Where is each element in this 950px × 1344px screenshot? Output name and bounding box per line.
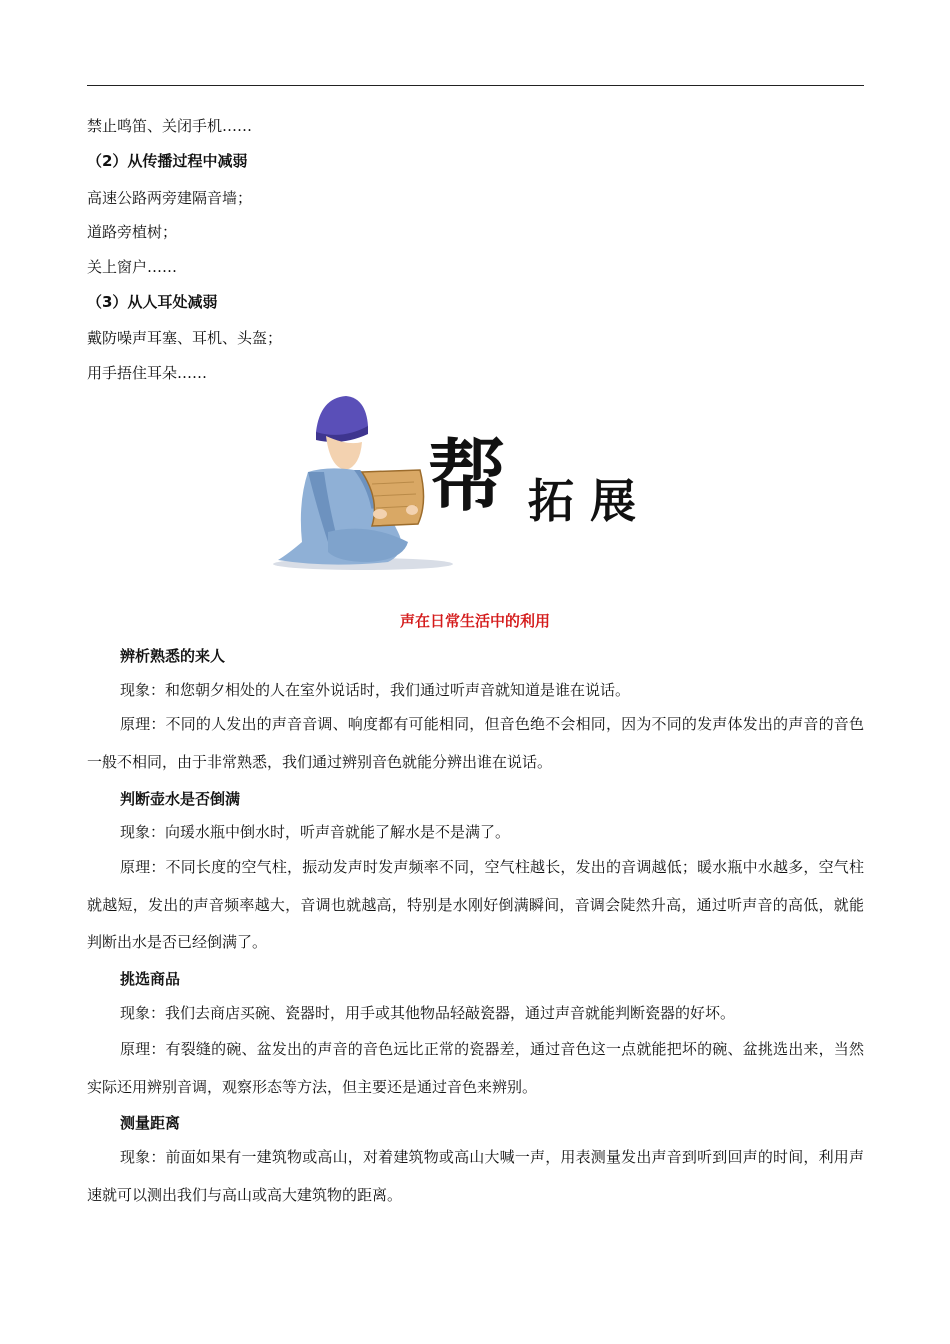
section-heading-4: 测量距离 — [120, 1114, 181, 1132]
list-line-7: 戴防噪声耳塞、耳机、头盔； — [87, 329, 283, 347]
section-1-phenomenon: 现象：和您朝夕相处的人在室外说话时，我们通过听声音就知道是谁在说话。 — [120, 681, 631, 699]
section-title: 声在日常生活中的利用 — [399, 612, 550, 630]
list-line-5: 关上窗户…… — [87, 258, 178, 276]
banner-char-bang: 帮 — [428, 431, 507, 522]
section-3-phenomenon: 现象：我们去商店买碗、瓷器时，用手或其他物品轻敲瓷器，通过声音就能判断瓷器的好坏。 — [120, 1004, 736, 1022]
subheading-propagation: （2）从传播过程中减弱 — [87, 152, 248, 170]
section-heading-1: 辨析熟悉的来人 — [120, 647, 226, 665]
section-1-principle: 原理：不同的人发出的声音音调、响度都有可能相同，但音色绝不会相同，因为不同的发声体发出的声音的音色一般不相同，由于非常熟悉，我们通过辨别音色就能分辨出谁在说话。 — [87, 715, 864, 771]
list-line-4: 道路旁植树； — [87, 223, 178, 241]
section-2-principle: 原理：不同长度的空气柱，振动发声时发声频率不同，空气柱越长，发出的音调越低；暖水瓶中水越多，空气柱就越短，发出的声音频率越大，音调也就越高，特别是水刚好倒满瞬间，音调会陡然升高，通过听声音的高低，就能判断出水是否已经倒满了。 — [87, 858, 864, 951]
banner-char-zhan: 展 — [590, 474, 636, 528]
header-rule — [87, 85, 864, 86]
list-line-1: 禁止鸣笛、关闭手机…… — [87, 117, 253, 135]
section-heading-2: 判断壶水是否倒满 — [120, 790, 241, 808]
section-4-phenomenon: 现象：前面如果有一建筑物或高山，对着建筑物或高山大喊一声，用表测量发出声音到听到回声的时间，利用声速就可以测出我们与高山或高大建筑物的距离。 — [87, 1148, 864, 1204]
section-heading-3: 挑选商品 — [120, 970, 181, 988]
list-line-8: 用手捂住耳朵…… — [87, 364, 208, 382]
section-3-principle: 原理：有裂缝的碗、盆发出的声音的音色远比正常的瓷器差，通过音色这一点就能把坏的碗、盆挑选出来，当然实际还用辨别音调，观察形态等方法，但主要还是通过音色来辨别。 — [87, 1040, 864, 1096]
banner-char-tuo: 拓 — [528, 474, 574, 528]
list-line-3: 高速公路两旁建隔音墙； — [87, 189, 253, 207]
section-2-phenomenon: 现象：向瑗水瓶中倒水时，听声音就能了解水是不是满了。 — [120, 823, 511, 841]
subheading-ear: （3）从人耳处减弱 — [87, 293, 218, 311]
